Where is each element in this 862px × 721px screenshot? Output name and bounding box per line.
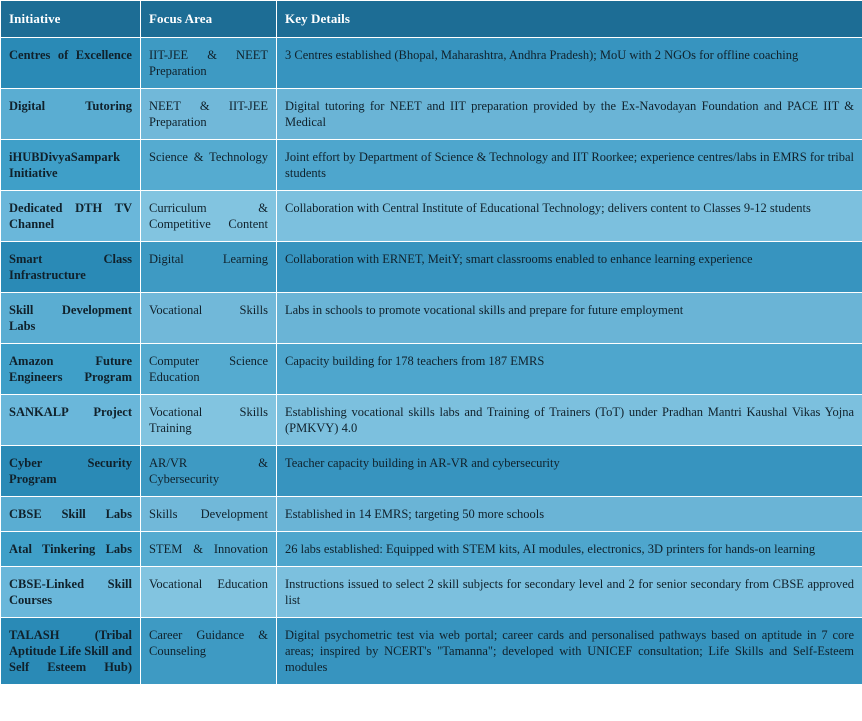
table-row xyxy=(1,567,862,618)
table-row xyxy=(1,344,862,395)
cell-focus-area: Vocational Education xyxy=(141,567,277,618)
column-header-initiative: Initiative xyxy=(1,1,141,38)
table-row xyxy=(1,293,862,344)
cell-focus-area: Career Guidance & Counseling xyxy=(141,618,277,685)
cell-initiative: CBSE Skill Labs xyxy=(1,497,141,532)
cell-initiative: SANKALP Project xyxy=(1,395,141,446)
cell-key-details: Established in 14 EMRS; targeting 50 more schools xyxy=(277,497,862,532)
cell-focus-area: IIT-JEE & NEET Preparation xyxy=(141,38,277,89)
cell-key-details: Joint effort by Department of Science & Technology and IIT Roorkee; experience centres/labs in EMRS for tribal students xyxy=(277,140,862,191)
cell-focus-area: Science & Technology xyxy=(141,140,277,191)
table-row xyxy=(1,140,862,191)
cell-key-details: Capacity building for 178 teachers from 187 EMRS xyxy=(277,344,862,395)
cell-key-details: Collaboration with Central Institute of Educational Technology; delivers content to Classes 9-12 students xyxy=(277,191,862,242)
cell-key-details: Digital psychometric test via web portal; career cards and personalised pathways based on aptitude in 7 core areas; inspired by NCERT's "Tamanna"; developed with UNICEF consultation; Life Skills and Self-Esteem modules xyxy=(277,618,862,685)
table-row xyxy=(1,446,862,497)
table-header-row xyxy=(1,1,862,38)
table-row xyxy=(1,618,862,685)
cell-focus-area: Vocational Skills xyxy=(141,293,277,344)
table-header xyxy=(1,1,862,38)
cell-focus-area: Computer Science Education xyxy=(141,344,277,395)
cell-focus-area: STEM & Innovation xyxy=(141,532,277,567)
cell-focus-area: Vocational Skills Training xyxy=(141,395,277,446)
cell-key-details: Establishing vocational skills labs and Training of Trainers (ToT) under Pradhan Mantri Kaushal Vikas Yojna (PMKVY) 4.0 xyxy=(277,395,862,446)
table-row xyxy=(1,532,862,567)
cell-initiative: Centres of Excellence xyxy=(1,38,141,89)
table-row xyxy=(1,38,862,89)
column-header-key-details: Key Details xyxy=(277,1,862,38)
cell-initiative: Cyber Security Program xyxy=(1,446,141,497)
cell-focus-area: NEET & IIT-JEE Preparation xyxy=(141,89,277,140)
table-row xyxy=(1,395,862,446)
cell-initiative: Skill Development Labs xyxy=(1,293,141,344)
cell-initiative: Dedicated DTH TV Channel xyxy=(1,191,141,242)
cell-focus-area: AR/VR & Cybersecurity xyxy=(141,446,277,497)
cell-key-details: Labs in schools to promote vocational skills and prepare for future employment xyxy=(277,293,862,344)
cell-key-details: Instructions issued to select 2 skill subjects for secondary level and 2 for senior secondary from CBSE approved list xyxy=(277,567,862,618)
cell-key-details: Digital tutoring for NEET and IIT preparation provided by the Ex-Navodayan Foundation and PACE IIT & Medical xyxy=(277,89,862,140)
table-body xyxy=(1,38,862,685)
cell-focus-area: Digital Learning xyxy=(141,242,277,293)
cell-focus-area: Skills Development xyxy=(141,497,277,532)
table-row xyxy=(1,89,862,140)
table-row xyxy=(1,497,862,532)
cell-key-details: Teacher capacity building in AR-VR and cybersecurity xyxy=(277,446,862,497)
cell-key-details: Collaboration with ERNET, MeitY; smart classrooms enabled to enhance learning experience xyxy=(277,242,862,293)
cell-initiative: Amazon Future Engineers Program xyxy=(1,344,141,395)
table-row xyxy=(1,191,862,242)
cell-key-details: 3 Centres established (Bhopal, Maharashtra, Andhra Pradesh); MoU with 2 NGOs for offline coaching xyxy=(277,38,862,89)
cell-key-details: 26 labs established: Equipped with STEM kits, AI modules, electronics, 3D printers for hands-on learning xyxy=(277,532,862,567)
cell-focus-area: Curriculum & Competitive Content xyxy=(141,191,277,242)
cell-initiative: Digital Tutoring xyxy=(1,89,141,140)
cell-initiative: CBSE-Linked Skill Courses xyxy=(1,567,141,618)
cell-initiative: Smart Class Infrastructure xyxy=(1,242,141,293)
cell-initiative: Atal Tinkering Labs xyxy=(1,532,141,567)
column-header-focus-area: Focus Area xyxy=(141,1,277,38)
cell-initiative: iHUBDivyaSampark Initiative xyxy=(1,140,141,191)
cell-initiative: TALASH (Tribal Aptitude Life Skill and Self Esteem Hub) xyxy=(1,618,141,685)
table-row xyxy=(1,242,862,293)
